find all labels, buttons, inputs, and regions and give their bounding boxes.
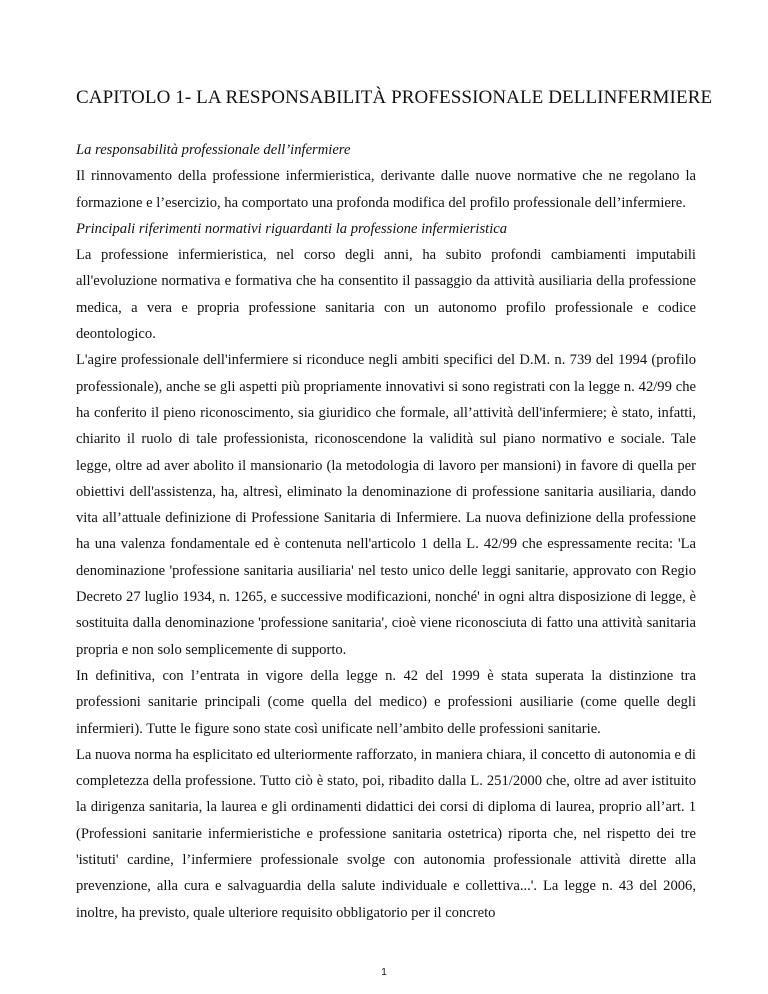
section-heading-responsabilita: La responsabilità professionale dell’infermiere (76, 142, 351, 158)
paragraph-in-definitiva: In definitiva, con l’entrata in vigore della legge n. 42 del 1999 è stata superata la distinzione tra professioni sanitarie principali (come quella del medico) e professioni ausiliarie (come quelle degli infermieri). Tutte le figure sono state così unificate nell’ambito delle professioni sanitarie. (76, 667, 696, 737)
chapter-title: CAPITOLO 1- LA RESPONSABILITÀ PROFESSIONALE DELLINFERMIERE (76, 87, 713, 108)
section-heading-riferimenti-normativi: Principali riferimenti normativi riguardanti la professione infermieristica (76, 220, 508, 237)
document-body (76, 137, 696, 926)
paragraph-nuova-norma: La nuova norma ha esplicitato ed ulteriormente rafforzato, in maniera chiara, il concetto di autonomia e di completezza della professione. Tutto ciò è stato, poi, ribadito dalla L. 251/2000 che, oltre ad aver istituito la dirigenza sanitaria, la laurea e gli ordinamenti didattici dei corsi di diploma di laurea, proprio all’art. 1 (Professioni sanitarie infermieristiche e professione sanitaria ostetrica) riporta che, nel rispetto dei tre 'istituti' cardine, l’infermiere professionale svolge con autonomia professionale attività dirette alla prevenzione, alla cura e salvaguardia della salute individuale e collettiva...'. La legge n. 43 del 2006, inoltre, ha previsto, quale ulteriore requisito obbligatorio per il concreto (76, 746, 696, 921)
page-number: 1 (381, 967, 387, 978)
paragraph-agire-professionale: L'agire professionale dell'infermiere si riconduce negli ambiti specifici del D.M. n. 739 del 1994 (profilo professionale), anche se gli aspetti più propriamente innovativi si sono registrati con la legge n. 42/99 che ha conferito il pieno riconoscimento, sia giuridico che formale, all’attività dell'infermiere; è stato, infatti, chiarito il ruolo di tale professionista, riconoscendone la validità sul piano normativo e sociale. Tale legge, oltre ad aver abolito il mansionario (la metodologia di lavoro per mansioni) in favore di quella per obiettivi dell'assistenza, ha, altresì, eliminato la denominazione di professione sanitaria ausiliaria, dando vita all’attuale definizione di Professione Sanitaria di Infermiere. La nuova definizione della professione ha una valenza fondamentale ed è contenuta nell'articolo 1 della L. 42/99 che espressamente recita: 'La denominazione 'professione sanitaria ausiliaria' nel testo unico delle leggi sanitarie, approvato con Regio Decreto 27 luglio 1934, n. 1265, e successive modificazioni, nonché' in ogni altra disposizione di legge, è sostituita dalla denominazione 'professione sanitaria', cioè viene riconosciuta di fatto una attività sanitaria propria e non solo semplicemente di supporto. (76, 352, 696, 658)
paragraph-rinnovamento: Il rinnovamento della professione infermieristica, derivante dalle nuove normative che ne regolano la formazione e l’esercizio, ha comportato una profonda modifica del profilo professionale dell’infermiere. (76, 168, 696, 211)
paragraph-professione-infermieristica: La professione infermieristica, nel corso degli anni, ha subito profondi cambiamenti imputabili all'evoluzione normativa e formativa che ha consentito il passaggio da attività ausiliaria della professione medica, a vera e propria professione sanitaria con un autonomo profilo professionale e codice deontologico. (76, 247, 696, 343)
